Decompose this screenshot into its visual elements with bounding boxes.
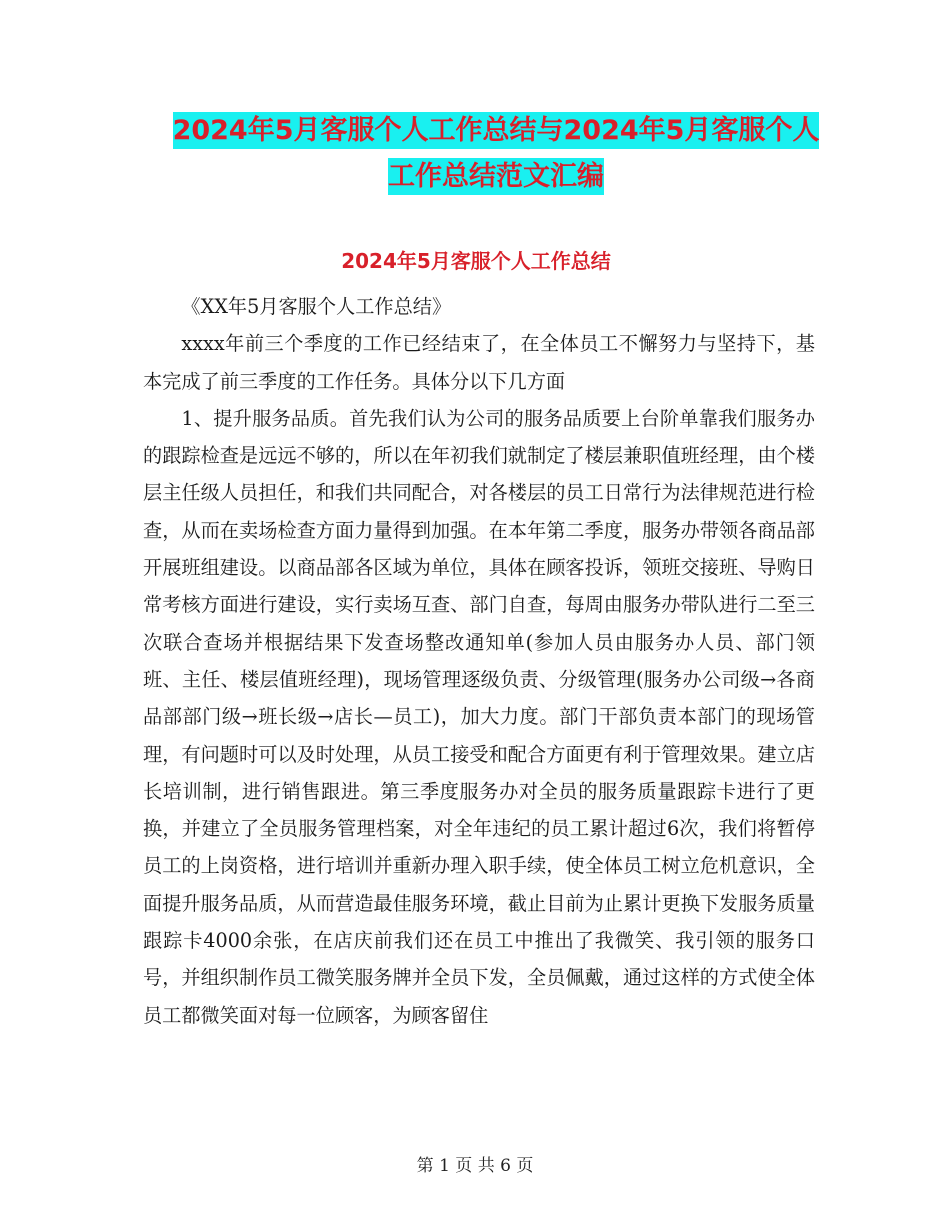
document-title: [140, 108, 852, 200]
document-title-line-1: 2024年5月客服个人工作总结与2024年5月客服个人: [173, 112, 820, 149]
section-title: 2024年5月客服个人工作总结: [341, 249, 611, 273]
document-title-line-2: 工作总结范文汇编: [388, 158, 604, 195]
document-body: [143, 288, 815, 1034]
page-footer: 第 1 页 共 6 页: [416, 1156, 534, 1176]
body-paragraph-3: 1、提升服务品质。首先我们认为公司的服务品质要上台阶单靠我们服务办的跟踪检查是远远不够的，所以在年初我们就制定了楼层兼职值班经理，由个楼层主任级人员担任，和我们共同配合，对各楼层的员工日常行为法律规范进行检查，从而在卖场检查方面力量得到加强。在本年第二季度，服务办带领各商品部开展班组建设。以商品部各区域为单位，具体在顾客投诉，领班交接班、导购日常考核方面进行建设，实行卖场互查、部门自查，每周由服务办带队进行二至三次联合查场并根据结果下发查场整改通知单(参加人员由服务办人员、部门领班、主任、楼层值班经理)，现场管理逐级负责、分级管理(服务办公司级→各商品部部门级→班长级→店长—员工)，加大力度。部门干部负责本部门的现场管理，有问题时可以及时处理，从员工接受和配合方面更有利于管理效果。建立店长培训制，进行销售跟进。第三季度服务办对全员的服务质量跟踪卡进行了更换，并建立了全员服务管理档案，对全年违纪的员工累计超过6次，我们将暂停员工的上岗资格，进行培训并重新办理入职手续，使全体员工树立危机意识，全面提升服务品质，从而营造最佳服务环境，截止目前为止累计更换下发服务质量跟踪卡4000余张，在店庆前我们还在员工中推出了我微笑、我引领的服务口号，并组织制作员工微笑服务牌并全员下发，全员佩戴，通过这样的方式使全体员工都微笑面对每一位顾客，为顾客留住: [143, 406, 815, 1027]
body-paragraph-1: 《XX年5月客服个人工作总结》: [181, 295, 452, 318]
body-paragraph-2: xxxx年前三个季度的工作已经结束了，在全体员工不懈努力与坚持下，基本完成了前三季度的工作任务。具体分以下几方面: [143, 332, 815, 393]
